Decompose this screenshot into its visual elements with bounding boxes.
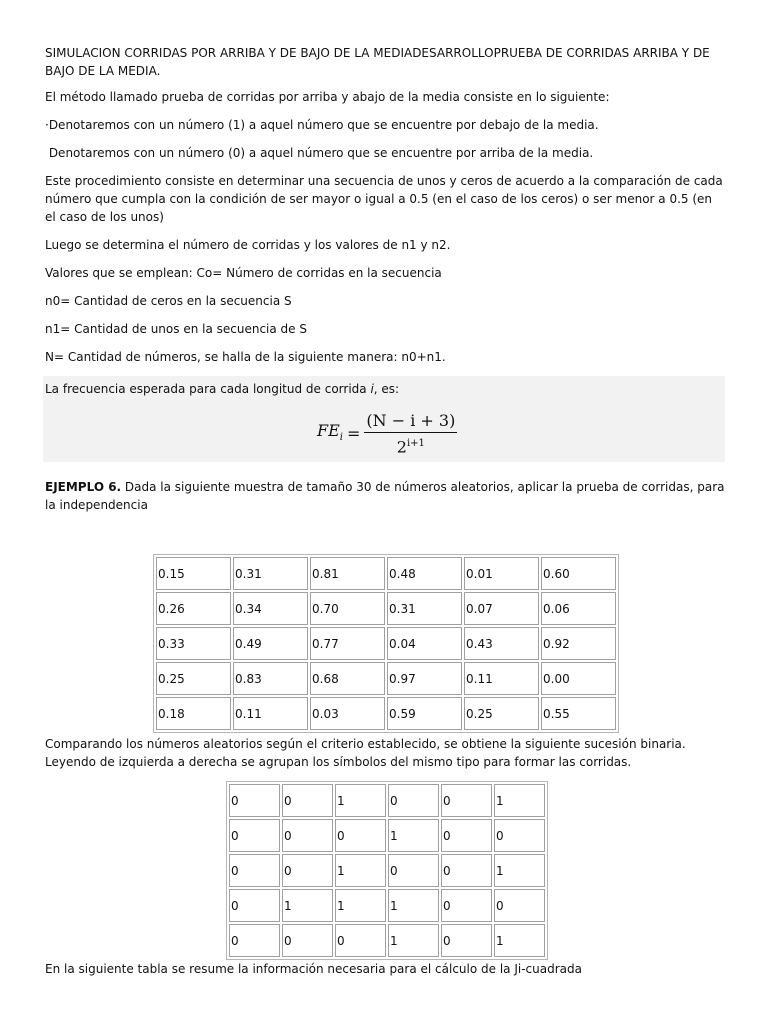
table-cell: 0: [282, 784, 333, 817]
table-cell: 0.15: [156, 557, 231, 590]
table-cell: 0.25: [156, 662, 231, 695]
intro-paragraph: El método llamado prueba de corridas por arriba y abajo de la media consiste en lo siguiente:: [45, 90, 610, 104]
table-cell: 0.33: [156, 627, 231, 660]
document-page: [45, 44, 725, 524]
table-cell: 0: [335, 819, 386, 852]
table-cell: 0.01: [464, 557, 539, 590]
bullet-zero: Denotaremos con un número (0) a aquel número que se encuentre por arriba de la media.: [45, 146, 594, 160]
table-cell: 0.70: [310, 592, 385, 625]
N-definition: N= Cantidad de números, se halla de la siguiente manera: n0+n1.: [45, 350, 446, 364]
table-cell: 0: [282, 924, 333, 957]
n0-definition: n0= Cantidad de ceros en la secuencia S: [45, 294, 292, 308]
table-cell: 1: [282, 889, 333, 922]
table-cell: 1: [335, 854, 386, 887]
bullet-one: ·Denotaremos con un número (1) a aquel número que se encuentre por debajo de la media.: [45, 118, 599, 132]
table-cell: 0: [229, 924, 280, 957]
comparison-paragraph: Comparando los números aleatorios según el criterio establecido, se obtiene la siguiente sucesión binaria. Leyendo de izquierda a derecha se agrupan los símbolos del mismo tipo para formar las corridas.: [45, 737, 686, 769]
table-cell: 1: [494, 784, 545, 817]
document-title: SIMULACION CORRIDAS POR ARRIBA Y DE BAJO DE LA MEDIADESARROLLOPRUEBA DE CORRIDAS ARRIBA Y DE BAJO DE LA MEDIA.: [45, 46, 710, 78]
binary-row: [229, 889, 545, 922]
table-cell: 0: [388, 854, 439, 887]
table-cell: 0.92: [541, 627, 616, 660]
binary-row: [229, 819, 545, 852]
table-cell: 0: [282, 854, 333, 887]
table-cell: 0.43: [464, 627, 539, 660]
table-cell: 0.04: [387, 627, 462, 660]
table-cell: 1: [388, 889, 439, 922]
table-cell: 0: [494, 819, 545, 852]
table-cell: 0.31: [233, 557, 308, 590]
table-cell: 0.11: [233, 697, 308, 730]
table-cell: 0: [335, 924, 386, 957]
expected-frequency-formula: $FE_i$ = $\frac{(N - i + 3)}{2^{i+1}}$: [317, 411, 456, 457]
sample-row: [156, 662, 616, 695]
formula-intro: La frecuencia esperada para cada longitud de corrida i, es:: [45, 382, 400, 396]
table-cell: 0.60: [541, 557, 616, 590]
sample-row: [156, 592, 616, 625]
table-cell: 0: [494, 889, 545, 922]
table-cell: 0: [388, 784, 439, 817]
binary-row: [229, 784, 545, 817]
table-cell: 1: [494, 924, 545, 957]
table-cell: 0: [229, 819, 280, 852]
table-cell: 0.18: [156, 697, 231, 730]
n1-definition: n1= Cantidad de unos en la secuencia de S: [45, 322, 307, 336]
runs-paragraph: Luego se determina el número de corridas y los valores de n1 y n2.: [45, 238, 451, 252]
formula-numerator: (N − i + 3): [364, 412, 457, 433]
table-cell: 0.25: [464, 697, 539, 730]
table-cell: 0: [441, 784, 492, 817]
table-cell: 0.97: [387, 662, 462, 695]
table-cell: 0.81: [310, 557, 385, 590]
table-cell: 0: [441, 819, 492, 852]
table-cell: 1: [388, 819, 439, 852]
table-cell: 1: [494, 854, 545, 887]
table-cell: 0.49: [233, 627, 308, 660]
binary-row: [229, 854, 545, 887]
table-cell: 0: [229, 854, 280, 887]
table-cell: 1: [388, 924, 439, 957]
table-cell: 0.59: [387, 697, 462, 730]
binary-row: [229, 924, 545, 957]
sample-numbers-table: [153, 554, 619, 733]
table-cell: 1: [335, 889, 386, 922]
values-used-line: Valores que se emplean: Co= Número de corridas en la secuencia: [45, 266, 442, 280]
procedure-paragraph: Este procedimiento consiste en determinar una secuencia de unos y ceros de acuerdo a la comparación de cada número que cumpla con la condición de ser mayor o igual a 0.5 (en el caso de los ceros) o ser menor a 0.5 (en el caso de los unos): [45, 174, 723, 224]
table-cell: 0: [229, 784, 280, 817]
table-cell: 0.31: [387, 592, 462, 625]
formula-denominator: $2^{i+1}$: [396, 437, 425, 457]
table-cell: 0: [229, 889, 280, 922]
table-cell: 0.26: [156, 592, 231, 625]
binary-sequence-table: [226, 781, 548, 960]
table-cell: 0: [441, 889, 492, 922]
table-cell: 0.07: [464, 592, 539, 625]
formula-box: [43, 376, 725, 462]
table-cell: 0.55: [541, 697, 616, 730]
table-cell: 0: [282, 819, 333, 852]
sample-row: [156, 697, 616, 730]
table-cell: 0.03: [310, 697, 385, 730]
table-cell: 0.48: [387, 557, 462, 590]
summary-intro-paragraph: En la siguiente tabla se resume la información necesaria para el cálculo de la Ji-cuadrada: [45, 962, 582, 976]
table-cell: 0.11: [464, 662, 539, 695]
table-cell: 1: [335, 784, 386, 817]
table-cell: 0: [441, 924, 492, 957]
sample-row: [156, 627, 616, 660]
table-cell: 0.34: [233, 592, 308, 625]
table-cell: 0: [441, 854, 492, 887]
example-paragraph: EJEMPLO 6. Dada la siguiente muestra de tamaño 30 de números aleatorios, aplicar la prueba de corridas, para la independencia: [45, 480, 725, 512]
table-cell: 0.68: [310, 662, 385, 695]
table-cell: 0.83: [233, 662, 308, 695]
sample-row: [156, 557, 616, 590]
table-cell: 0.06: [541, 592, 616, 625]
table-cell: 0.77: [310, 627, 385, 660]
table-cell: 0.00: [541, 662, 616, 695]
